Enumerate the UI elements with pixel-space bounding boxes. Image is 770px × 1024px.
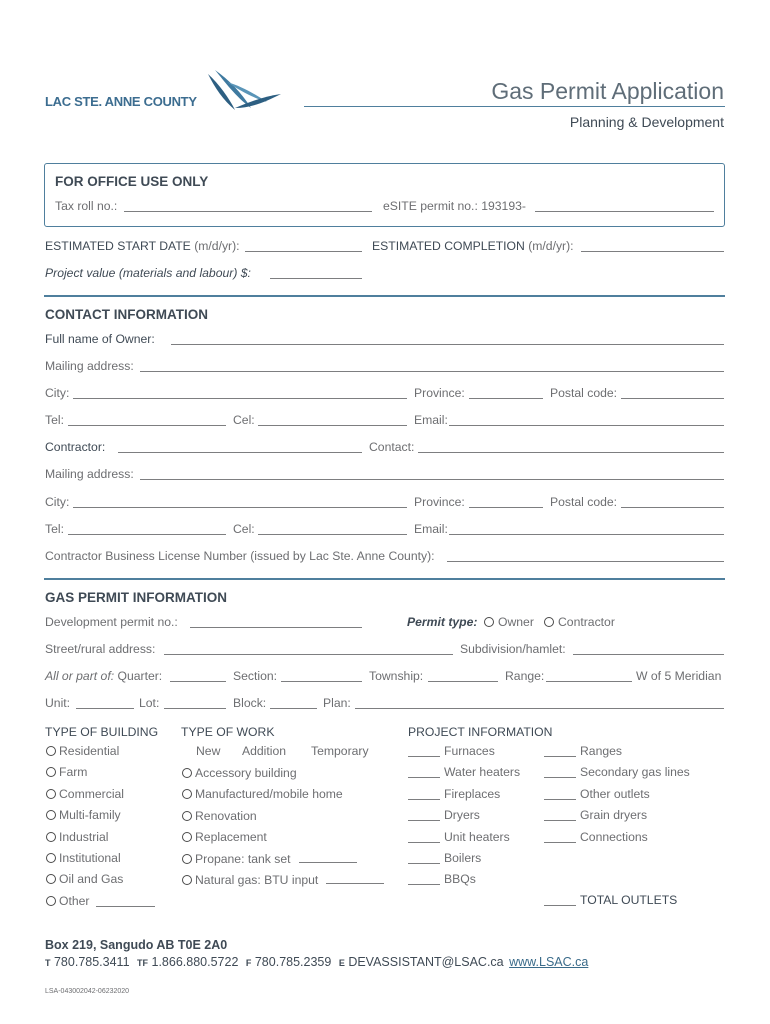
- building-radio[interactable]: [46, 746, 56, 756]
- project-count-field[interactable]: [408, 863, 440, 864]
- building-option-label: Oil and Gas: [59, 872, 124, 887]
- owner-tel-field[interactable]: [68, 425, 226, 426]
- section-label: Section:: [233, 669, 278, 683]
- contractor-postal-label: Postal code:: [550, 495, 618, 509]
- completion-date-field[interactable]: [581, 251, 724, 252]
- tax-roll-label: Tax roll no.:: [55, 199, 118, 213]
- total-outlets-label: TOTAL OUTLETS: [580, 893, 678, 907]
- street-field[interactable]: [164, 654, 453, 655]
- form-code: LSA-043002042-06232020: [45, 988, 130, 995]
- building-radio[interactable]: [46, 832, 56, 842]
- gas-rule: [44, 578, 725, 580]
- project-value-field[interactable]: [270, 278, 362, 279]
- plan-label: Plan:: [323, 696, 351, 710]
- tollfree-prefix: TF: [137, 958, 149, 968]
- owner-city-label: City:: [45, 386, 70, 400]
- project-item-label: Fireplaces: [444, 786, 501, 801]
- work-radio[interactable]: [182, 789, 192, 799]
- subdivision-field[interactable]: [573, 654, 724, 655]
- contractor-cel-field[interactable]: [258, 534, 407, 535]
- dev-permit-field[interactable]: [190, 627, 362, 628]
- lot-field[interactable]: [164, 708, 226, 709]
- range-field[interactable]: [546, 681, 632, 682]
- owner-mailing-field[interactable]: [140, 371, 724, 372]
- project-count-field[interactable]: [408, 756, 440, 757]
- project-item-label: Grain dryers: [580, 808, 648, 823]
- work-radio[interactable]: [182, 832, 192, 842]
- project-count-field[interactable]: [544, 777, 576, 778]
- owner-province-label: Province:: [414, 386, 465, 400]
- work-addition-label: Addition: [242, 744, 287, 758]
- block-field[interactable]: [270, 708, 317, 709]
- project-count-field[interactable]: [408, 820, 440, 821]
- all-or-part-label: All or part of:: [45, 669, 115, 683]
- project-count-field[interactable]: [544, 756, 576, 757]
- permit-type-owner-label: Owner: [498, 615, 534, 629]
- email-prefix: E: [338, 958, 345, 968]
- section-field[interactable]: [281, 681, 362, 682]
- contractor-mailing-label: Mailing address:: [45, 467, 134, 481]
- building-other-field[interactable]: [96, 906, 155, 907]
- office-use-box: [44, 163, 725, 227]
- contact-title: CONTACT INFORMATION: [45, 307, 208, 322]
- start-date-label: [45, 239, 240, 253]
- project-count-field[interactable]: [408, 884, 440, 885]
- project-item-label: Ranges: [580, 744, 623, 758]
- completion-date-text: ESTIMATED COMPLETION: [372, 239, 525, 253]
- contractor-email-label: Email:: [414, 522, 448, 536]
- project-item-label: Boilers: [444, 851, 482, 865]
- work-title: TYPE OF WORK: [181, 725, 275, 739]
- work-option-label: Manufactured/mobile home: [195, 787, 343, 802]
- owner-city-field[interactable]: [73, 398, 407, 399]
- total-outlets-field[interactable]: [544, 905, 576, 906]
- building-option-label: Other: [59, 893, 90, 908]
- work-radio[interactable]: [182, 875, 192, 885]
- dev-permit-label: Development permit no.:: [45, 615, 178, 629]
- work-option-label: Propane: tank set: [195, 851, 291, 866]
- building-radio[interactable]: [46, 853, 56, 863]
- work-temporary-label: Temporary: [311, 744, 369, 758]
- building-option-label: Residential: [59, 744, 120, 758]
- propane-field[interactable]: [299, 862, 357, 863]
- owner-label: Full name of Owner:: [45, 332, 155, 346]
- form-title: Gas Permit Application: [491, 78, 724, 104]
- license-field[interactable]: [447, 561, 724, 562]
- plan-field[interactable]: [355, 708, 724, 709]
- footer-fax: 780.785.2359: [254, 955, 332, 969]
- project-item-label: Other outlets: [580, 786, 650, 801]
- permit-type-label: Permit type:: [407, 615, 478, 629]
- project-item-label: BBQs: [444, 872, 476, 887]
- license-label: Contractor Business License Number (issued by Lac Ste. Anne County):: [45, 549, 435, 563]
- project-count-field[interactable]: [408, 799, 440, 800]
- fax-prefix: F: [245, 958, 252, 968]
- owner-province-field[interactable]: [469, 398, 543, 399]
- building-option-label: Institutional: [59, 851, 121, 865]
- lot-label: Lot:: [139, 696, 160, 710]
- building-option-label: Multi-family: [59, 808, 121, 823]
- project-title: PROJECT INFORMATION: [408, 725, 553, 739]
- contractor-province-label: Province:: [414, 495, 465, 509]
- org-name: LAC STE. ANNE COUNTY: [45, 94, 197, 109]
- quarter-field[interactable]: [170, 681, 226, 682]
- owner-email-field[interactable]: [449, 425, 724, 426]
- building-option-label: Farm: [59, 765, 88, 780]
- building-radio[interactable]: [46, 896, 56, 906]
- meridian-label: W of 5 Meridian: [636, 669, 722, 683]
- project-item-label: Connections: [580, 829, 648, 844]
- building-radio[interactable]: [46, 767, 56, 777]
- building-option-label: Industrial: [59, 829, 109, 844]
- contractor-cel-label: Cel:: [233, 522, 255, 536]
- building-option-label: Commercial: [59, 786, 125, 801]
- owner-postal-field[interactable]: [621, 398, 724, 399]
- building-radio[interactable]: [46, 874, 56, 884]
- project-count-field[interactable]: [544, 799, 576, 800]
- contractor-mailing-field[interactable]: [140, 479, 724, 480]
- contractor-city-field[interactable]: [73, 507, 407, 508]
- btu-field[interactable]: [326, 883, 384, 884]
- tax-roll-field[interactable]: [124, 211, 372, 212]
- building-radio[interactable]: [46, 810, 56, 820]
- permit-type-contractor-radio[interactable]: [544, 617, 554, 627]
- footer-email: DEVASSISTANT@LSAC.ca: [348, 955, 504, 969]
- completion-date-format: (m/d/yr):: [528, 239, 574, 253]
- work-option-label: Replacement: [195, 830, 267, 845]
- range-label: Range:: [505, 669, 545, 683]
- township-label: Township:: [369, 669, 424, 683]
- owner-postal-label: Postal code:: [550, 386, 618, 400]
- start-date-text: ESTIMATED START DATE: [45, 239, 191, 253]
- project-count-field[interactable]: [408, 842, 440, 843]
- start-date-field[interactable]: [245, 251, 362, 252]
- permit-type-contractor-label: Contractor: [558, 615, 615, 629]
- work-option-label: Renovation: [195, 808, 257, 823]
- subdivision-label: Subdivision/hamlet:: [460, 642, 566, 656]
- start-date-format: (m/d/yr):: [194, 239, 240, 253]
- office-use-title: FOR OFFICE USE ONLY: [55, 174, 209, 189]
- contractor-tel-label: Tel:: [45, 522, 64, 536]
- owner-cel-field[interactable]: [258, 425, 407, 426]
- project-item-label: Unit heaters: [444, 829, 510, 844]
- contractor-postal-field[interactable]: [621, 507, 724, 508]
- owner-mailing-label: Mailing address:: [45, 359, 134, 373]
- footer-contact-line: [45, 955, 588, 969]
- footer-address: Box 219, Sangudo AB T0E 2A0: [45, 938, 228, 952]
- owner-cel-label: Cel:: [233, 413, 255, 427]
- work-option-label: Accessory building: [195, 766, 297, 780]
- building-title: TYPE OF BUILDING: [45, 725, 159, 739]
- unit-field[interactable]: [76, 708, 134, 709]
- work-new-label: New: [196, 744, 221, 758]
- permit-type-owner-radio[interactable]: [484, 617, 494, 627]
- quarter-label: Quarter:: [117, 669, 163, 683]
- legal-quarter-label: [45, 669, 162, 683]
- project-count-field[interactable]: [544, 842, 576, 843]
- footer-website-link[interactable]: www.LSAC.ca: [509, 955, 589, 969]
- esite-label: eSITE permit no.: 193193-: [383, 199, 526, 213]
- contact-field[interactable]: [418, 452, 724, 453]
- esite-field[interactable]: [535, 211, 714, 212]
- project-count-field[interactable]: [408, 777, 440, 778]
- contractor-city-label: City:: [45, 495, 70, 509]
- project-item-label: Dryers: [444, 808, 480, 823]
- project-value-label: Project value (materials and labour) $:: [45, 266, 251, 280]
- owner-tel-label: Tel:: [45, 413, 64, 427]
- header-rule: [304, 106, 725, 107]
- footer-tel: 780.785.3411: [53, 955, 130, 969]
- contractor-province-field[interactable]: [469, 507, 543, 508]
- form-subtitle: Planning & Development: [569, 114, 724, 130]
- unit-label: Unit:: [45, 696, 71, 710]
- project-item-label: Furnaces: [444, 744, 495, 758]
- completion-date-label: [372, 239, 574, 253]
- building-radio[interactable]: [46, 789, 56, 799]
- contractor-email-field[interactable]: [449, 534, 724, 535]
- owner-field[interactable]: [171, 344, 724, 345]
- work-radio[interactable]: [182, 854, 192, 864]
- project-item-label: Water heaters: [444, 765, 521, 780]
- work-option-label: Natural gas: BTU input: [195, 873, 319, 887]
- county-logo-icon: [205, 68, 283, 114]
- street-label: Street/rural address:: [45, 642, 156, 656]
- block-label: Block:: [233, 696, 267, 710]
- owner-email-label: Email:: [414, 413, 448, 427]
- gas-title: GAS PERMIT INFORMATION: [45, 590, 227, 605]
- work-radio[interactable]: [182, 811, 192, 821]
- contractor-tel-field[interactable]: [68, 534, 226, 535]
- footer-tollfree: 1.866.880.5722: [151, 955, 239, 969]
- project-item-label: Secondary gas lines: [580, 765, 690, 780]
- tel-prefix: T: [45, 958, 51, 968]
- work-radio[interactable]: [182, 768, 192, 778]
- contractor-field[interactable]: [118, 452, 362, 453]
- project-count-field[interactable]: [544, 820, 576, 821]
- contact-rule: [44, 295, 725, 297]
- contractor-label: Contractor:: [45, 440, 106, 454]
- contact-label: Contact:: [369, 440, 415, 454]
- township-field[interactable]: [428, 681, 498, 682]
